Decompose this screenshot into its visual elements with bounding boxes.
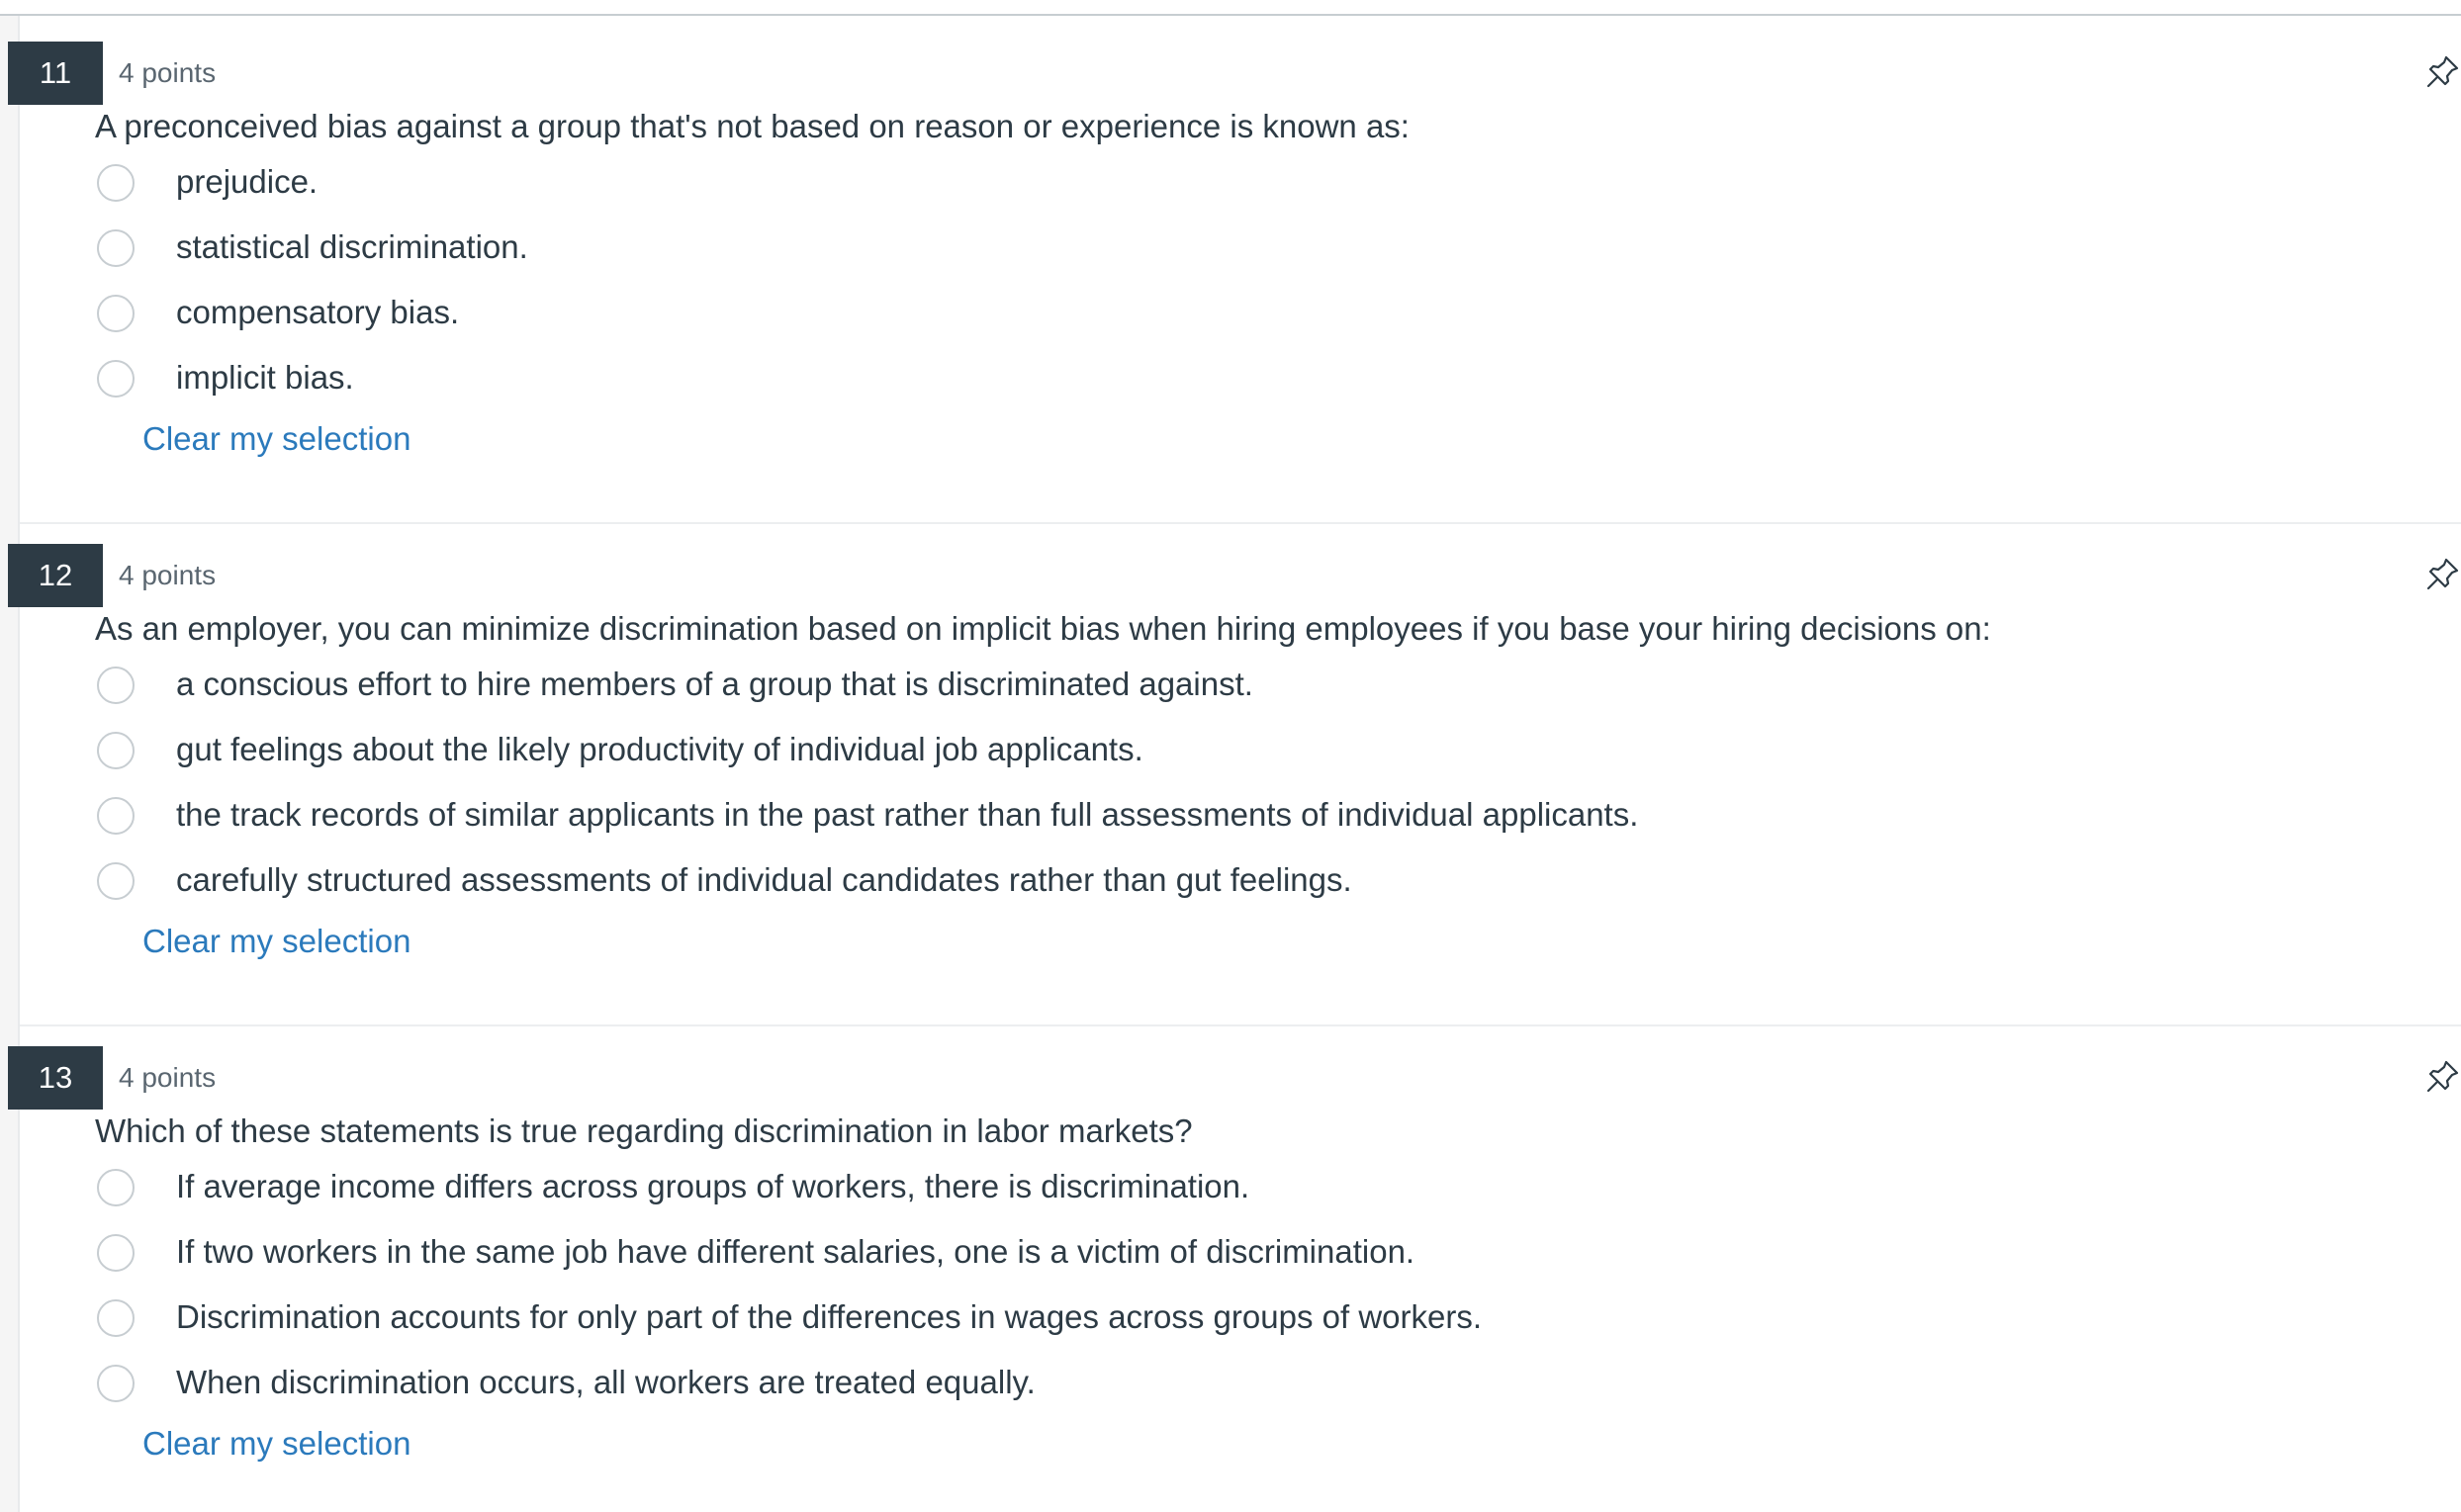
question-points: 4 points [119, 57, 217, 88]
pin-icon[interactable] [2421, 1054, 2461, 1098]
answer-label: If two workers in the same job have different salaries, one is a victim of discrimination. [176, 1233, 1415, 1270]
answer-option[interactable] [95, 1293, 1974, 1349]
answer-option[interactable] [95, 354, 1974, 409]
answer-option[interactable] [95, 791, 1974, 846]
question-divider [20, 522, 2461, 524]
clear-selection-link[interactable]: Clear my selection [142, 923, 411, 959]
radio-button[interactable] [97, 229, 135, 267]
question-number-badge: 11 [8, 42, 103, 105]
answer-option[interactable] [95, 1228, 1974, 1284]
answer-option[interactable] [95, 289, 1974, 344]
answer-label: Discrimination accounts for only part of the differences in wages across groups of workers. [176, 1298, 1482, 1335]
answer-option[interactable] [95, 661, 1974, 716]
answer-label: a conscious effort to hire members of a group that is discriminated against. [176, 666, 1253, 702]
answer-label: carefully structured assessments of individual candidates rather than gut feelings. [176, 861, 1352, 898]
answer-label: the track records of similar applicants in the past rather than full assessments of individual applicants. [176, 796, 1639, 833]
question-prompt: As an employer, you can minimize discrimination based on implicit bias when hiring employees if you base your hiring decisions on: [95, 610, 1991, 647]
radio-button[interactable] [97, 1234, 135, 1272]
top-divider [0, 0, 2461, 16]
question-11 [20, 42, 2461, 524]
radio-button[interactable] [97, 1365, 135, 1402]
clear-selection-link[interactable]: Clear my selection [142, 420, 411, 457]
answer-label: statistical discrimination. [176, 228, 528, 265]
answer-option[interactable] [95, 158, 1974, 214]
question-divider [20, 1024, 2461, 1026]
radio-button[interactable] [97, 295, 135, 332]
answer-option[interactable] [95, 856, 1974, 912]
radio-button[interactable] [97, 1299, 135, 1337]
radio-button[interactable] [97, 797, 135, 835]
pin-icon[interactable] [2421, 49, 2461, 93]
answer-option[interactable] [95, 726, 1974, 781]
answer-label: implicit bias. [176, 359, 354, 396]
left-rail [0, 16, 20, 1512]
radio-button[interactable] [97, 360, 135, 398]
answer-label: compensatory bias. [176, 294, 460, 330]
answer-option[interactable] [95, 223, 1974, 279]
radio-button[interactable] [97, 732, 135, 769]
question-number-badge: 13 [8, 1046, 103, 1110]
radio-button[interactable] [97, 164, 135, 202]
radio-button[interactable] [97, 1169, 135, 1206]
question-prompt: Which of these statements is true regarding discrimination in labor markets? [95, 1112, 1193, 1149]
clear-selection-link[interactable]: Clear my selection [142, 1425, 411, 1462]
answer-label: If average income differs across groups of workers, there is discrimination. [176, 1168, 1250, 1204]
answer-label: gut feelings about the likely productivity of individual job applicants. [176, 731, 1143, 767]
question-points: 4 points [119, 1062, 217, 1093]
question-12 [20, 544, 2461, 1026]
pin-icon[interactable] [2421, 552, 2461, 595]
question-points: 4 points [119, 560, 217, 590]
answer-option[interactable] [95, 1359, 1974, 1414]
question-prompt: A preconceived bias against a group that's not based on reason or experience is known as: [95, 108, 1410, 144]
question-13 [20, 1046, 2461, 1512]
answer-label: When discrimination occurs, all workers are treated equally. [176, 1364, 1036, 1400]
question-number-badge: 12 [8, 544, 103, 607]
radio-button[interactable] [97, 862, 135, 900]
radio-button[interactable] [97, 667, 135, 704]
answer-option[interactable] [95, 1163, 1974, 1218]
answer-label: prejudice. [176, 163, 319, 200]
